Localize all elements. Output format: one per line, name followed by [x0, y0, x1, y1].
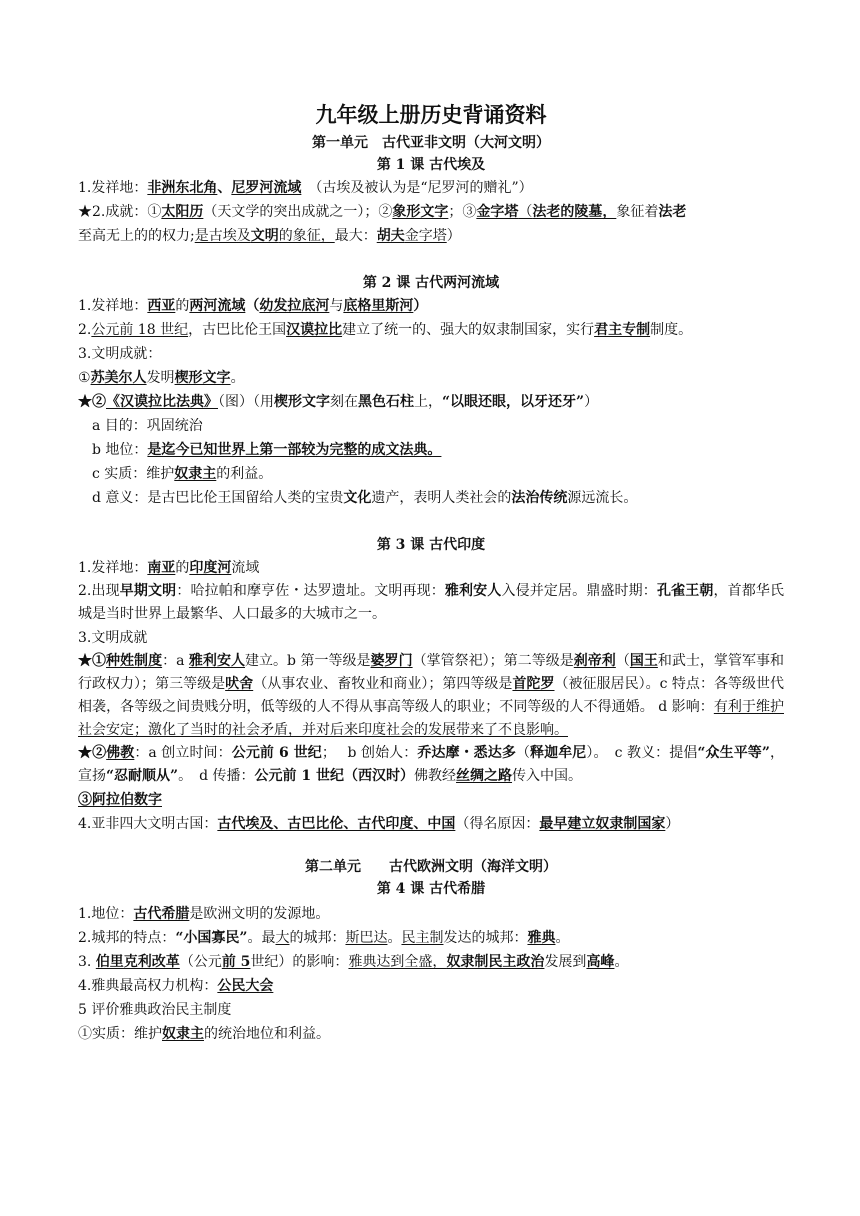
lesson4-heading: 第 4 课 古代希腊: [376, 881, 486, 897]
lesson4-line3: 3. 伯里克利改革（公元前 5世纪）的影响：雅典达到全盛，奴隶制民主政治发展到高峰。: [78, 954, 629, 970]
lesson2-status: b 地位：是迄今已知世界上第一部较为完整的成文法典。: [92, 442, 442, 458]
lesson2-significance: d 意义：是古巴比伦王国留给人类的宝贵文化遗产，表明人类社会的法治传统源远流长。: [92, 490, 638, 506]
document-title: 九年级上册历史背诵资料: [315, 102, 547, 127]
lesson3-line1: 1.发祥地：南亚的印度河流域: [78, 560, 260, 576]
unit1-heading: 第一单元 古代亚非文明（大河文明）: [312, 135, 550, 151]
lesson4-line6: ①实质：维护奴隶主的统治地位和利益。: [78, 1026, 330, 1042]
lesson2-heading: 第 2 课 古代两河流域: [362, 275, 500, 291]
lesson3-line2: 2.出现早期文明：哈拉帕和摩亨佐・达罗遗址。文明再现：雅利安人入侵并定居。鼎盛时期：孔雀王朝，首都华氏城是当时世界上最繁华、人口最多的大城市之一。: [78, 583, 785, 622]
lesson2-line1: 1.发祥地：西亚的两河流域（幼发拉底河与底格里斯河）: [78, 298, 428, 314]
lesson2-essence: c 实质：维护奴隶主的利益。: [92, 466, 273, 482]
lesson2-line4: ①苏美尔人发明楔形文字。: [78, 370, 245, 386]
lesson3-buddhism: ★②佛教：a 创立时间：公元前 6 世纪； b 创始人：乔达摩・悉达多（释迦牟尼）。 c 教义：提倡“众生平等”，宣扬“忍耐顺从”。 d 传播：公元前 1 世纪（西汉时）佛教经丝绸之路传入中国。: [78, 745, 785, 784]
lesson3-heading: 第 3 课 古代印度: [376, 537, 486, 553]
lesson1-line2: ★2.成就：①太阳历（天文学的突出成就之一）；②象形文字；③金字塔（法老的陵墓，象征着法老: [78, 204, 687, 220]
lesson3-arabic-numerals: ③阿拉伯数字: [78, 792, 162, 808]
lesson4-line5: 5 评价雅典政治民主制度: [78, 1002, 232, 1018]
lesson4-line1: 1.地位：古代希腊是欧洲文明的发源地。: [78, 906, 330, 922]
lesson4-line2: 2.城邦的特点：“小国寡民”。最大的城邦：斯巴达。民主制发达的城邦：雅典。: [78, 930, 570, 946]
lesson3-four-civilizations: 4.亚非四大文明古国：古代埃及、古巴比伦、古代印度、中国（得名原因：最早建立奴隶制国家）: [78, 816, 680, 832]
lesson3-line3: 3.文明成就: [78, 630, 148, 646]
document-page: [78, 100, 784, 1046]
lesson2-line5: ★②《汉谟拉比法典》（图）（用楔形文字刻在黑色石柱上，“以眼还眼，以牙还牙”）: [78, 394, 599, 410]
unit2-heading: 第二单元 古代欧洲文明（海洋文明）: [305, 859, 557, 875]
lesson3-caste: ★①种姓制度：a 雅利安人建立。b 第一等级是婆罗门（掌管祭祀）；第二等级是刹帝利（国王和武士，掌管军事和行政权力）；第三等级是吠舍（从事农业、畜牧业和商业）；第四等级是首陀罗（被征服居民）。c 特点：各等级世代相袭，各等级之间贵贱分明，低等级的人不得从事高等级人的职业；不同等级的人不得通婚。 d 影响：有利于维护社会安定；激化了当时的社会矛盾，并对后来印度社会的发展带来了不良影响。: [78, 653, 785, 738]
lesson2-purpose: a 目的：巩固统治: [92, 418, 203, 434]
lesson2-line2: 2.公元前 18 世纪，古巴比伦王国汉谟拉比建立了统一的、强大的奴隶制国家，实行君主专制制度。: [78, 322, 693, 338]
lesson4-line4: 4.雅典最高权力机构：公民大会: [78, 978, 274, 994]
lesson1-line3: 至高无上的的权力;是古埃及文明的象征，最大：胡夫金字塔）: [78, 228, 461, 244]
lesson1-line1: 1.发祥地：非洲东北角、尼罗河流域 （古埃及被认为是“尼罗河的赠礼”）: [78, 180, 533, 196]
lesson1-heading: 第 1 课 古代埃及: [376, 157, 486, 173]
lesson2-line3: 3.文明成就：: [78, 346, 162, 362]
